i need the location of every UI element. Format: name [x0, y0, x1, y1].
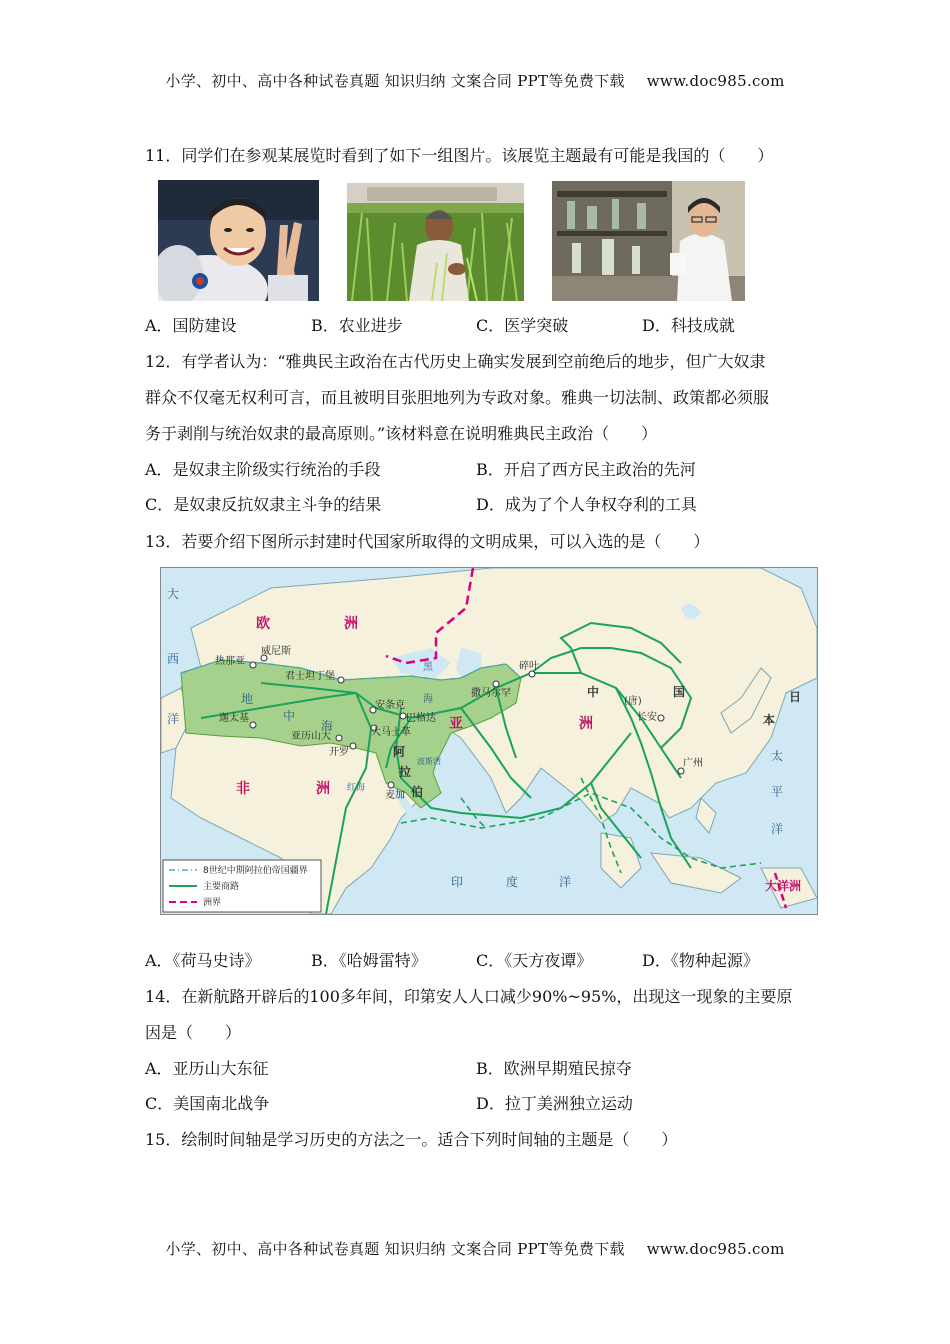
- map-label-med-3: 海: [321, 719, 334, 733]
- city-cairo: 开罗: [329, 747, 349, 758]
- q14-option-b[interactable]: B．欧洲早期殖民掠夺: [476, 1059, 632, 1078]
- map-label-pacific-1: 太: [771, 749, 784, 763]
- footer-site: www.doc985.com: [646, 1240, 785, 1258]
- map-label-pacific-2: 平: [771, 785, 784, 799]
- map-label-black: 黑: [423, 662, 433, 673]
- q11-option-b[interactable]: B．农业进步: [311, 316, 403, 335]
- map-label-japan-2: 本: [763, 713, 776, 727]
- q12-option-b[interactable]: B．开启了西方民主政治的先河: [476, 460, 696, 479]
- map-label-atlantic-1: 大: [167, 587, 180, 601]
- page-header: [0, 70, 950, 91]
- city-venice: 威尼斯: [261, 646, 291, 657]
- city-suyab: 碎叶: [519, 661, 539, 672]
- map-label-med-1: 地: [241, 692, 254, 706]
- map-label-europe-2: 洲: [344, 616, 358, 632]
- map-label-japan-1: 日: [789, 690, 802, 704]
- city-mecca: 麦加: [385, 790, 405, 801]
- map-label-atlantic-3: 洋: [167, 712, 180, 726]
- q14-line-2: 因是（ ）: [145, 1023, 242, 1042]
- city-damascus: 大马士革: [371, 727, 411, 738]
- footer-text: 小学、初中、高中各种试卷真题 知识归纳 文案合同 PPT等免费下载: [165, 1240, 625, 1258]
- legend-trade-route: 主要商路: [203, 882, 240, 892]
- city-carthage: 迦太基: [219, 713, 249, 724]
- map-label-arab-3: 伯: [411, 785, 424, 799]
- map-label-arab-1: 阿: [393, 745, 406, 759]
- map-legend: [163, 860, 321, 912]
- q14-option-d[interactable]: D．拉丁美洲独立运动: [476, 1094, 633, 1113]
- map-label-africa-2: 洲: [316, 781, 330, 797]
- q14-option-a[interactable]: A．亚历山大东征: [145, 1059, 269, 1078]
- q14-option-c[interactable]: C．美国南北战争: [145, 1094, 270, 1113]
- map-label-tang: (唐): [624, 696, 642, 707]
- map-label-arab-2: 拉: [399, 765, 412, 779]
- page-footer: [0, 1238, 950, 1259]
- q13-stem: 13．若要介绍下图所示封建时代国家所取得的文明成果，可以入选的是（ ）: [145, 532, 710, 551]
- map-label-africa-1: 非: [236, 781, 250, 797]
- header-text: 小学、初中、高中各种试卷真题 知识归纳 文案合同 PPT等免费下载: [165, 72, 625, 90]
- city-antioch: 安条克: [375, 700, 405, 711]
- map-label-china-2: 国: [673, 685, 686, 699]
- map-label-atlantic-2: 西: [167, 652, 180, 666]
- map-label-redsea: 红海: [347, 783, 366, 793]
- q12-line-2: 群众不仅毫无权利可言，而且被明目张胆地列为专政对象。雅典一切法制、政策都必须服: [145, 388, 770, 407]
- city-guangzhou: 广州: [683, 758, 703, 769]
- legend-boundary: 8世纪中期阿拉伯帝国疆界: [203, 866, 308, 876]
- q13-option-d[interactable]: D．《物种起源》: [642, 951, 759, 970]
- q12-option-c[interactable]: C．是奴隶反抗奴隶主斗争的结果: [145, 495, 382, 514]
- map-label-blackhai: 海: [423, 694, 433, 705]
- map-label-china-1: 中: [587, 685, 600, 699]
- map-label-asia-1: 亚: [449, 716, 463, 732]
- map-label-persian: 波斯湾: [417, 757, 441, 766]
- city-changan: 长安: [637, 712, 657, 723]
- map-label-indian-2: 度: [506, 875, 519, 889]
- q12-line-1: 12．有学者认为：“雅典民主政治在古代历史上确实发展到空前绝后的地步，但广大奴隶: [145, 352, 766, 371]
- q11-option-d[interactable]: D．科技成就: [642, 316, 735, 335]
- q12-option-d[interactable]: D．成为了个人争权夺利的工具: [476, 495, 697, 514]
- city-genoa: 热那亚: [215, 656, 245, 667]
- astronaut-photo: [158, 180, 319, 301]
- city-constantinople: 君士坦丁堡: [285, 671, 335, 682]
- map-label-asia-2: 洲: [579, 716, 593, 732]
- city-baghdad: 巴格达: [406, 713, 436, 724]
- map-label-med-2: 中: [283, 709, 296, 723]
- city-alexandria: 亚历山大: [291, 731, 331, 742]
- legend-continent-boundary: 洲界: [203, 898, 222, 908]
- q14-line-1: 14．在新航路开辟后的100多年间，印第安人人口减少90%~95%，出现这一现象的主要原: [145, 987, 793, 1006]
- q13-option-b[interactable]: B．《哈姆雷特》: [311, 951, 427, 970]
- map-label-europe-1: 欧: [256, 616, 270, 632]
- q15-stem: 15．绘制时间轴是学习历史的方法之一。适合下列时间轴的主题是（ ）: [145, 1130, 678, 1149]
- q12-option-a[interactable]: A．是奴隶主阶级实行统治的手段: [145, 460, 381, 479]
- rice-field-photo: [347, 183, 524, 301]
- map-label-oceania: 大洋洲: [765, 879, 802, 893]
- q11-option-c[interactable]: C．医学突破: [476, 316, 569, 335]
- q13-option-a[interactable]: A．《荷马史诗》: [145, 951, 261, 970]
- map-label-indian-1: 印: [451, 875, 464, 889]
- header-site: www.doc985.com: [646, 72, 785, 90]
- q11-stem: 11．同学们在参观某展览时看到了如下一组图片。该展览主题最有可能是我国的（ ）: [145, 146, 774, 165]
- arab-empire-trade-map: [160, 567, 818, 915]
- q11-option-a[interactable]: A．国防建设: [145, 316, 237, 335]
- q12-line-3: 务于剥削与统治奴隶的最高原则。”该材料意在说明雅典民主政治（ ）: [145, 424, 658, 443]
- map-label-indian-3: 洋: [559, 875, 572, 889]
- map-label-pacific-3: 洋: [771, 822, 784, 836]
- q13-option-c[interactable]: C．《天方夜谭》: [476, 951, 593, 970]
- city-samarkand: 撒马尔罕: [471, 688, 511, 699]
- laboratory-photo: [552, 181, 745, 301]
